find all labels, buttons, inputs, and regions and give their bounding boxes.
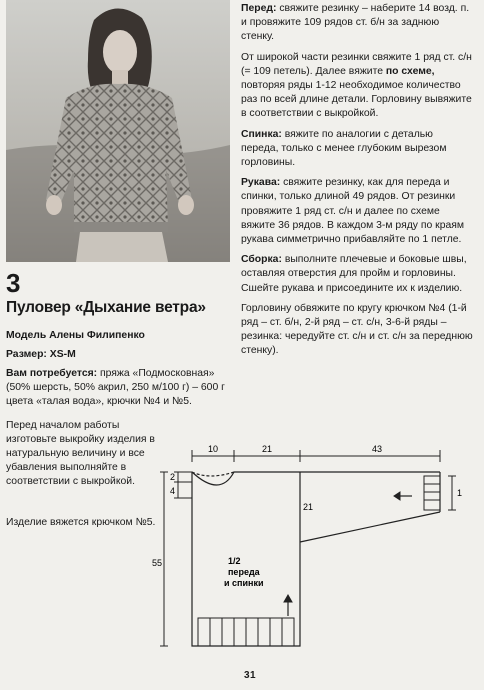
materials-block bbox=[6, 367, 234, 409]
piece-label-front: переда bbox=[228, 567, 260, 577]
dim-sleeve-length: 43 bbox=[372, 444, 383, 454]
piece-label-fraction: 1/2 bbox=[228, 556, 241, 566]
intro-text: Перед началом работы изготовьте выкройку изделия в натуральную величину и все убавления выполняйте в соответствии с выкройкой. bbox=[6, 420, 155, 487]
back-paragraph bbox=[241, 128, 473, 171]
back-text: вяжите по аналогии с деталью переда, только с менее глубоким вырезом горловины. bbox=[241, 128, 447, 169]
instructions-column bbox=[241, 2, 473, 365]
dim-neck-depth-back: 2 bbox=[170, 472, 176, 482]
front-text-2c: повторяя ряды 1-12 необходимое количество раз по всей длине детали. Горловину вывяжите в соответствии с выкройкой. bbox=[241, 80, 472, 120]
page-number: 31 bbox=[244, 670, 257, 681]
sleeves-paragraph bbox=[241, 176, 473, 247]
front-text-2a: От широкой части резинки свяжите 1 ряд ст. с/н (= 109 петель). Далее вяжите bbox=[241, 51, 472, 77]
assembly-label: Сборка: bbox=[241, 254, 282, 266]
designer-credit: Модель Алены Филипенко bbox=[6, 330, 145, 341]
pattern-title: Пуловер «Дыхание ветра» bbox=[6, 299, 206, 316]
front-label: Перед: bbox=[241, 3, 277, 14]
sleeves-text: свяжите резинку, как для переда и спинки, только длиной 49 рядов. От резинки провяжите 1 ряд ст. с/н и далее по схеме вяжите 36 рядов. В каждом 3-м ряду по краям рукава симметрично прибавляйте по 1 петле. bbox=[241, 177, 465, 246]
dim-neck-depth-front: 4 bbox=[170, 486, 176, 496]
size-line: Размер: XS-M bbox=[6, 349, 76, 360]
dim-sleeve-cuff: 1 bbox=[457, 488, 463, 498]
sleeve-direction-arrow-icon bbox=[394, 492, 400, 500]
dim-shoulder: 21 bbox=[262, 444, 273, 454]
pattern-number: 3 bbox=[6, 268, 21, 298]
dim-body-length: 55 bbox=[152, 558, 163, 568]
dim-neck-width: 10 bbox=[208, 444, 219, 454]
back-label: Спинка: bbox=[241, 128, 282, 140]
front-text-1: свяжите резинку – наберите 14 возд. п. и провяжите 109 рядов ст. б/н за заднюю стенку. bbox=[241, 3, 470, 43]
materials-label: Вам потребуется: bbox=[6, 368, 98, 379]
front-text-2b: по схеме, bbox=[385, 65, 435, 77]
neckline-paragraph: Горловину обвяжите по кругу крючком №4 (1-й ряд – ст. б/н, 2-й ряд – ст. с/н, 3-6-й ряды – резинка: чередуйте ст. с/н и ст. с/н за переднюю стенку). bbox=[241, 302, 473, 357]
hook-note: Изделие вяжется крючком №5. bbox=[6, 517, 156, 528]
model-photo bbox=[6, 0, 230, 262]
front-paragraph-2 bbox=[241, 51, 473, 122]
sleeves-label: Рукава: bbox=[241, 177, 281, 189]
assembly-text: выполните плечевые и боковые швы, оставляя отверстия для пройм и горловины. Сшейте рукава и присоедините их к изделию. bbox=[241, 254, 467, 294]
materials-text: пряжа «Подмосковная» (50% шерсть, 50% акрил, 250 м/100 г) – 600 г цвета «талая вода», крючки №4 и №5. bbox=[6, 368, 225, 407]
assembly-paragraph bbox=[241, 253, 473, 296]
garment-schematic bbox=[150, 440, 470, 671]
front-paragraph-1 bbox=[241, 2, 473, 45]
body-direction-arrow-icon bbox=[284, 595, 292, 602]
piece-label-back: и спинки bbox=[224, 578, 264, 588]
dim-armhole: 21 bbox=[303, 502, 314, 512]
